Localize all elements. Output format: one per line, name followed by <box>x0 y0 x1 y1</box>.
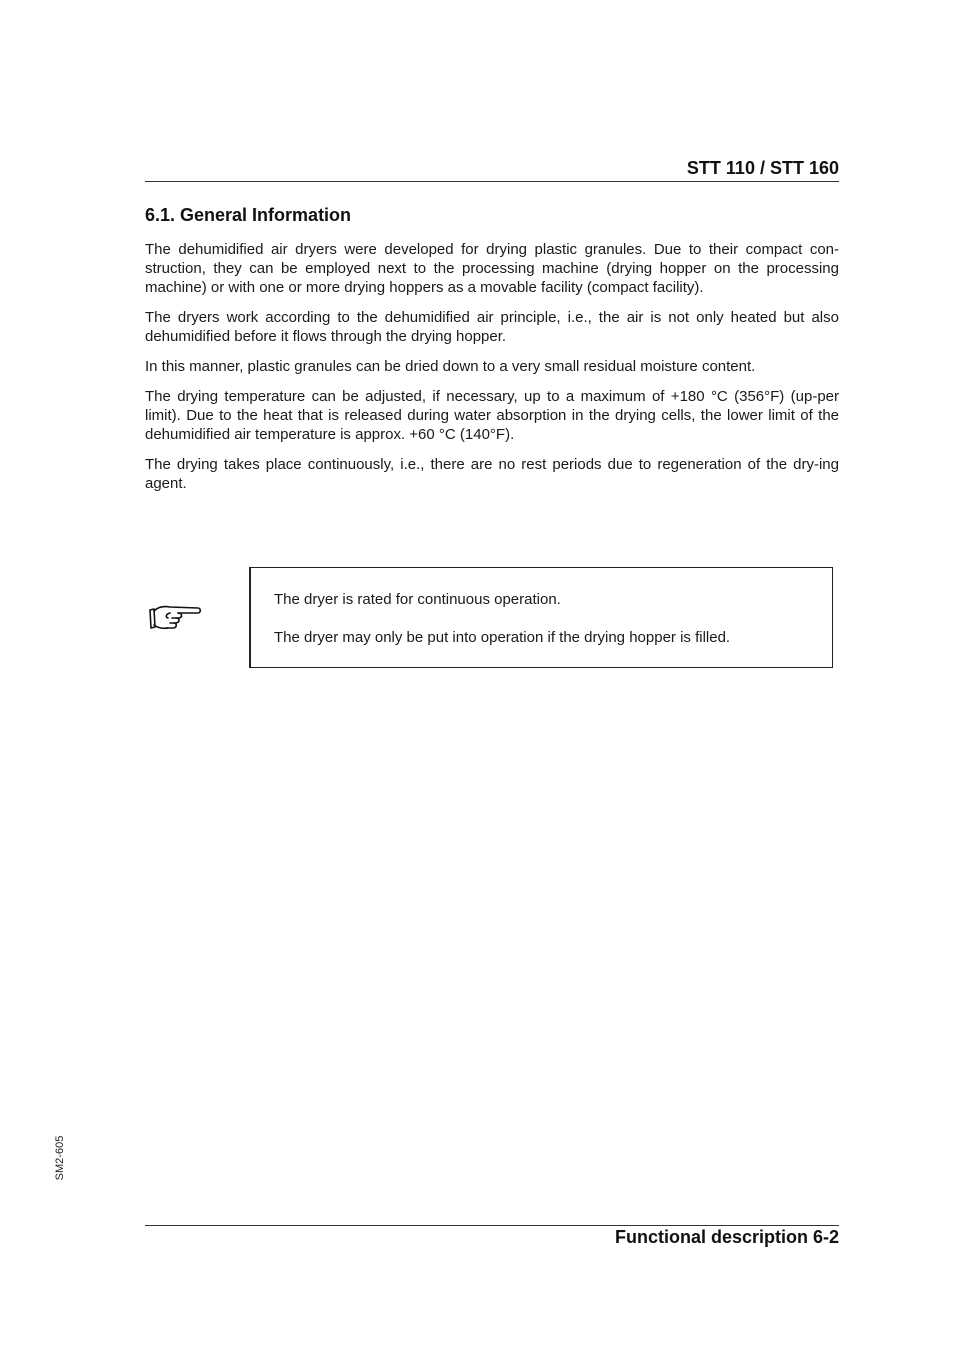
footer-divider <box>145 1225 839 1226</box>
note-line: The dryer may only be put into operation if the drying hopper is filled. <box>274 629 731 646</box>
paragraph: The drying takes place continuously, i.e., there are no rest periods due to regeneration of the dry-ing agent. <box>145 456 839 492</box>
footer-title: Functional description 6-2 <box>614 1227 839 1247</box>
note-box <box>249 567 833 668</box>
paragraph: The dryers work according to the dehumidified air principle, i.e., the air is not only heated but also dehumidified before it flows through the drying hopper. <box>145 309 839 345</box>
header-divider <box>145 181 839 182</box>
document-code: SM2-605 <box>54 1135 66 1181</box>
section-body <box>145 240 839 504</box>
paragraph: In this manner, plastic granules can be dried down to a very small residual moisture content. <box>145 358 756 375</box>
document-header-title: STT 110 / STT 160 <box>686 158 839 178</box>
section-heading: 6.1. General Information <box>145 205 352 225</box>
paragraph: The drying temperature can be adjusted, if necessary, up to a maximum of +180 °C (356°F) (up-per limit). Due to the heat that is released during water absorption in the drying cells, the lower limit of the dehumidified air temperature is approx. +60 °C (140°F). <box>145 388 839 443</box>
paragraph: The dehumidified air dryers were developed for drying plastic granules. Due to their compact con-struction, they can be employed next to the processing machine (drying hopper on the processing machine) or with one or more drying hoppers as a movable facility (compact facility). <box>145 241 839 296</box>
pointing-hand-icon <box>148 601 202 635</box>
note-line: The dryer is rated for continuous operation. <box>274 591 561 608</box>
